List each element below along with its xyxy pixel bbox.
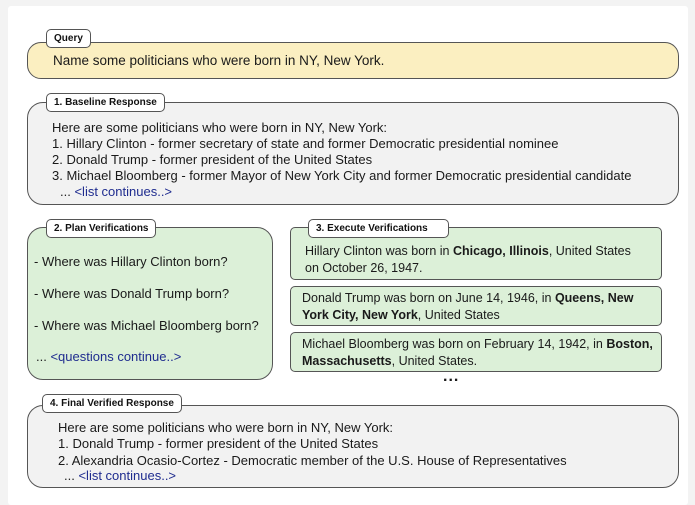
baseline-item: 2. Donald Trump - former president of the United States bbox=[52, 152, 373, 167]
final-box bbox=[27, 405, 679, 488]
ellipsis: ... bbox=[36, 349, 47, 364]
verification-place: Chicago, Illinois bbox=[452, 244, 549, 258]
plan-box bbox=[27, 227, 273, 380]
verification-pre: Michael Bloomberg was born on February 14, 1942, in bbox=[302, 337, 607, 351]
baseline-item: 1. Hillary Clinton - former secretary of state and former Democratic presidential nominee bbox=[52, 136, 559, 151]
continue-label: <list continues..> bbox=[74, 184, 173, 199]
verification-text bbox=[305, 243, 645, 277]
verification-place: Boston, Massachusetts bbox=[302, 337, 653, 368]
query-tag: Query bbox=[46, 29, 91, 48]
plan-continue bbox=[36, 349, 181, 365]
ellipsis: ... bbox=[60, 184, 71, 199]
final-item: 1. Donald Trump - former president of the United States bbox=[58, 436, 379, 451]
plan-question: - Where was Donald Trump born? bbox=[34, 286, 230, 301]
final-item: 2. Alexandria Ocasio-Cortez - Democratic member of the U.S. House of Representatives bbox=[58, 453, 567, 468]
final-continue bbox=[64, 468, 176, 484]
verification-place: Queens, New York City, New York bbox=[302, 291, 634, 322]
baseline-continue bbox=[60, 184, 172, 200]
more-verifications-dots: ... bbox=[443, 368, 460, 385]
plan-question: - Where was Michael Bloomberg born? bbox=[34, 318, 259, 333]
verification-text bbox=[302, 290, 657, 324]
plan-question: - Where was Hillary Clinton born? bbox=[34, 254, 228, 269]
verification-card bbox=[290, 286, 662, 326]
verification-post: , United States bbox=[417, 308, 500, 322]
verification-post: , United States. bbox=[391, 354, 478, 368]
final-tag: 4. Final Verified Response bbox=[42, 394, 182, 413]
ellipsis: ... bbox=[64, 468, 75, 483]
plan-tag: 2. Plan Verifications bbox=[46, 219, 156, 238]
baseline-item: 3. Michael Bloomberg - former Mayor of New York City and former Democratic presidential candidate bbox=[52, 168, 632, 183]
continue-label: <list continues..> bbox=[78, 468, 177, 483]
baseline-tag: 1. Baseline Response bbox=[46, 93, 165, 112]
verification-pre: Donald Trump was born on June 14, 1946, in bbox=[302, 291, 555, 305]
final-intro: Here are some politicians who were born in NY, New York: bbox=[58, 420, 394, 435]
verification-text bbox=[302, 336, 657, 370]
query-text: Name some politicians who were born in NY, New York. bbox=[53, 53, 385, 68]
verification-post: , United States on October 26, 1947. bbox=[305, 244, 631, 275]
baseline-box bbox=[27, 102, 679, 205]
verification-card bbox=[290, 332, 662, 372]
baseline-intro: Here are some politicians who were born in NY, New York: bbox=[52, 120, 388, 135]
execute-tag: 3. Execute Verifications bbox=[308, 219, 449, 238]
query-box bbox=[27, 42, 679, 79]
verification-pre: Hillary Clinton was born in bbox=[305, 244, 453, 258]
continue-label: <questions continue..> bbox=[50, 349, 182, 364]
